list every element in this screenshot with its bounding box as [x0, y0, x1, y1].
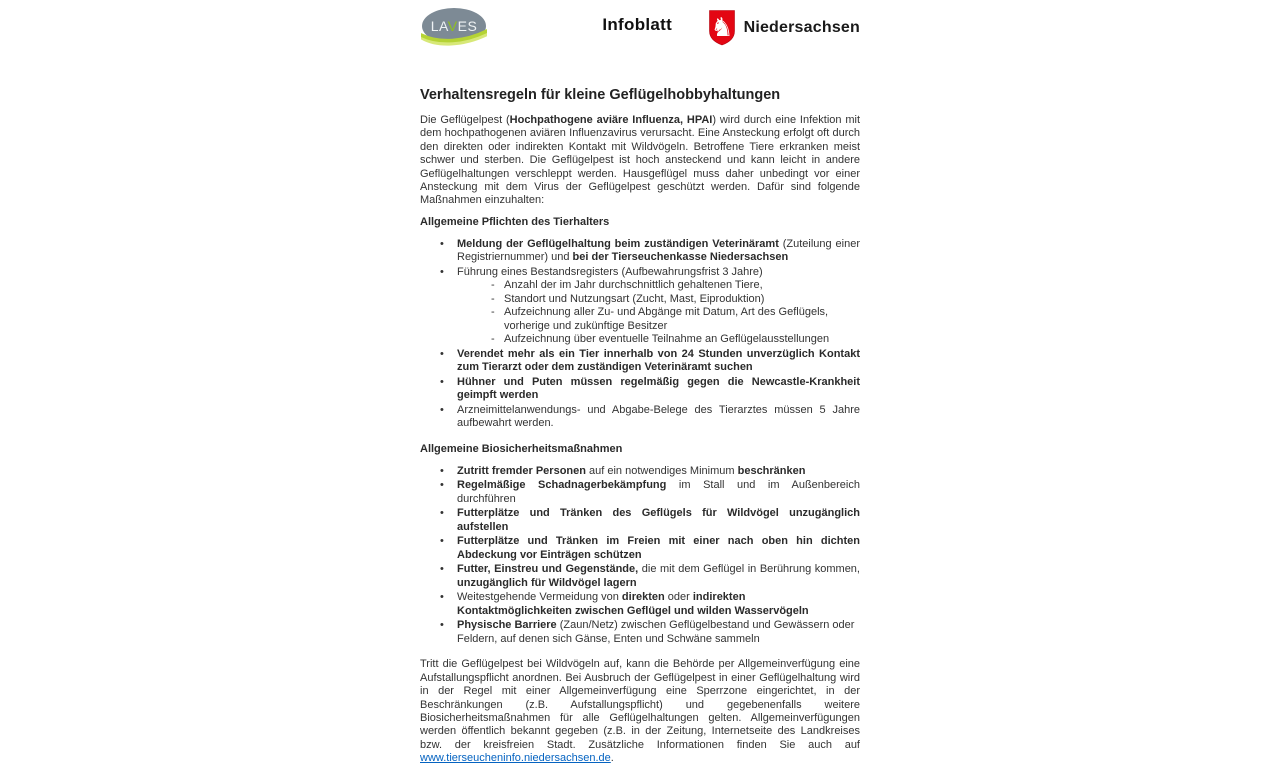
bullet-item [420, 266, 860, 347]
text: auf ein notwendiges Minimum [585, 464, 738, 477]
text: oder [664, 591, 693, 604]
bold-text: Verendet mehr als ein Tier innerhalb von 24 Stunden unverzüglich Kontakt zum Tierarzt oder dem zuständigen Veterinäramt suchen [457, 347, 860, 374]
dash-item: - Standort und Nutzungsart (Zucht, Mast, Eiproduktion) [457, 293, 860, 307]
bold-text: Futterplätze und Tränken im Freien mit einer nach oben hin dichten Abdeckung vor Einträgen schützen [457, 535, 860, 561]
bullet-item [420, 479, 860, 506]
bold-text: indirekten Kontaktmöglichkeiten zwischen Geflügel und wilden Wasservögeln [457, 591, 809, 617]
bold-text: Futterplätze und Tränken des Geflügels für Wildvögel unzugänglich aufstellen [457, 507, 860, 533]
tierseucheninfo-link[interactable]: www.tierseucheninfo.niedersachsen.de [420, 752, 611, 765]
bold-text: Zutritt fremder Personen [457, 464, 586, 477]
niedersachsen-logo [708, 9, 860, 47]
text: Führung eines Bestandsregisters (Aufbewahrungsfrist 3 Jahre) [457, 265, 763, 278]
bold-text: beschränken [737, 464, 806, 477]
bold-text: Meldung der Geflügelhaltung beim zuständigen Veterinäramt [457, 237, 779, 250]
niedersachsen-coat-of-arms-icon [708, 9, 736, 47]
text: (Zaun/Netz) zwischen Geflügelbestand und Gewässern oder Feldern, auf denen sich Gänse, Enten und Schwäne sammeln [457, 619, 855, 645]
dash-item: - Aufzeichnung aller Zu- und Abgänge mit Datum, Art des Geflügels, vorherige und zukünftige Besitzer [457, 306, 860, 333]
bullet-item [420, 348, 860, 375]
bullet-item [420, 376, 860, 403]
paragraph [420, 114, 860, 208]
bullet-item [420, 507, 860, 534]
laves-logo [421, 7, 487, 51]
bold-text: Futter, Einstreu und Gegenstände, [457, 563, 639, 576]
text: ) wird durch eine Infektion mit dem hochpathogenen aviären Influenzavirus verursacht. Eine Ansteckung erfolgt oft durch den direkten oder indirekten Kontakt mit Wildvögeln. Betroffene Tiere erkranken meist schwer und sterben. Die Geflügelpest ist hoch ansteckend und kann leicht in andere Geflügelhaltungen verschleppt werden. Hausgeflügel muss daher unbedingt vor einer Ansteckung mit dem Virus der Geflügelpest geschützt werden. Dafür sind folgende Maßnahmen einzuhalten: [420, 114, 861, 207]
bold-text: bei der Tierseuchenkasse Niedersachsen [572, 251, 789, 264]
text: Weitestgehende Vermeidung von [457, 591, 622, 604]
bold-text: Hochpathogene aviäre Influenza, HPAI [509, 114, 713, 126]
text: . [610, 752, 614, 765]
bullet-item [420, 465, 860, 479]
bullet-item [420, 238, 860, 265]
bullet-list [420, 465, 860, 647]
bold-text: direkten [621, 591, 665, 604]
bullet-item [420, 619, 860, 646]
dash-list [457, 279, 860, 347]
bullet-item [420, 563, 860, 590]
bullet-item [420, 404, 860, 431]
saxon-steed-horse-icon: ♞ [709, 13, 734, 43]
bullet-item [420, 591, 860, 618]
bullet-list [420, 238, 860, 431]
infoblatt-title: Infoblatt [602, 15, 673, 34]
section-heading: Allgemeine Biosicherheitsmaßnahmen [420, 442, 623, 455]
text: Tritt die Geflügelpest bei Wildvögeln auf, kann die Behörde per Allgemeinverfügung eine Aufstallungspflicht anordnen. Bei Ausbruch der Geflügelpest in einer Geflügelhaltung wird in der Regel mit einer Allgemeinverfügung eine Sperrzone eingerichtet, in der Beschränkungen (z.B. Aufstallungspflicht) und gegebenenfalls weitere Biosicherheitsmaßnahmen für alle Geflügelhaltungen gelten. Allgemeinverfügungen werden öffentlich bekannt gegeben (z.B. in der Zeitung, Internetseite des Landkreises bzw. der kreisfreien Stadt. Zusätzliche Informationen finden Sie auch auf [420, 658, 860, 751]
document-title: Verhaltensregeln für kleine Geflügelhobbyhaltungen [420, 87, 781, 103]
text: Arzneimittelanwendungs- und Abgabe-Belege des Tierarztes müssen 5 Jahre aufbewahrt werden. [457, 403, 860, 430]
state-name: Niedersachsen [743, 19, 860, 36]
paragraph [420, 658, 860, 765]
laves-logo-text: LAVES [430, 18, 478, 34]
dash-item: - Anzahl der im Jahr durchschnittlich gehaltenen Tiere, [457, 279, 860, 293]
text: im Stall und im Außenbereich durchführen [457, 479, 860, 505]
infoblatt-page [420, 0, 860, 766]
text: die mit dem Geflügel in Berührung kommen, [638, 563, 860, 576]
document-body [420, 114, 860, 766]
text: Die Geflügelpest ( [420, 114, 510, 126]
bullet-item [420, 535, 860, 562]
dash-item: - Aufzeichnung über eventuelle Teilnahme an Geflügelausstellungen [457, 333, 860, 347]
bold-text: Physische Barriere [457, 619, 557, 632]
bold-text: unzugänglich für Wildvögel lagern [457, 576, 637, 589]
bold-text: Regelmäßige Schadnagerbekämpfung [457, 479, 667, 492]
page-header [420, 7, 860, 51]
text: (Zuteilung einer Registriernummer) und [457, 237, 860, 264]
section-heading: Allgemeine Pflichten des Tierhalters [420, 215, 610, 228]
bold-text: Hühner und Puten müssen regelmäßig gegen die Newcastle-Krankheit geimpft werden [457, 375, 860, 402]
